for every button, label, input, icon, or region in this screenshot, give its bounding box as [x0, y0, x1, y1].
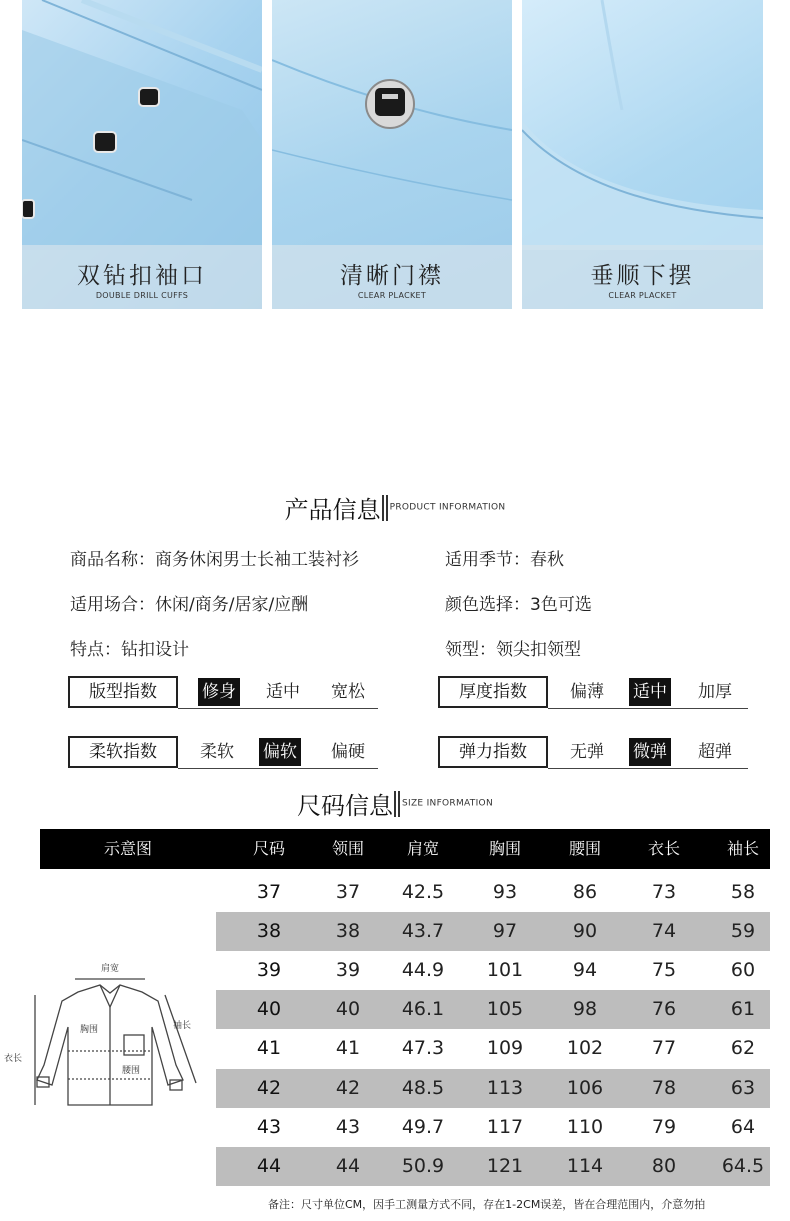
index-option: 超弹: [698, 742, 732, 762]
table-cell: 110: [566, 1115, 604, 1138]
column-header: 衣长: [647, 839, 680, 858]
table-cell: 39: [256, 959, 282, 982]
heading-en: PRODUCT INFORMATION: [389, 502, 506, 513]
column-header: 尺码: [252, 839, 285, 858]
table-row: [216, 1029, 770, 1068]
feature-panel-cuffs: [22, 0, 262, 309]
heading-en: SIZE INFORMATION: [402, 798, 493, 809]
size-table-header: [40, 829, 770, 869]
index-option: 无弹: [570, 742, 604, 762]
index-option: 偏软: [259, 738, 301, 766]
feature-subtitle: CLEAR PLACKET: [357, 291, 427, 300]
table-cell: 97: [492, 920, 518, 943]
diagram-label-sleeve: 袖长: [173, 1021, 192, 1031]
table-cell: 42: [335, 1076, 361, 1099]
table-row: [216, 951, 770, 990]
table-cell: 76: [651, 998, 677, 1021]
table-row: [216, 873, 770, 912]
table-cell: 64: [730, 1115, 756, 1138]
product-name: 商品名称：商务休闲男士长袖工装衬衫: [70, 550, 359, 570]
table-cell: 74: [651, 920, 677, 943]
index-label: 柔软指数: [68, 736, 178, 768]
table-cell: 59: [730, 920, 756, 943]
index-label: 厚度指数: [438, 676, 548, 708]
feature-subtitle: DOUBLE DRILL CUFFS: [95, 291, 189, 300]
table-cell: 41: [335, 1037, 361, 1060]
feature-caption: [522, 245, 763, 309]
table-cell: 49.7: [401, 1115, 445, 1138]
table-cell: 105: [486, 998, 524, 1021]
diagram-label-chest: 胸围: [80, 1025, 99, 1035]
shirt-outline-icon: [0, 955, 216, 1125]
product-color: 颜色选择：3色可选: [445, 595, 592, 615]
table-cell: 101: [486, 959, 524, 982]
table-cell: 37: [256, 881, 282, 903]
diagram-label-shoulder: 肩宽: [101, 964, 120, 974]
index-underline: [548, 708, 748, 709]
table-cell: 93: [492, 881, 518, 903]
table-cell: 106: [566, 1076, 604, 1099]
heading-divider: [394, 791, 400, 817]
table-cell: 43: [335, 1115, 361, 1138]
table-cell: 109: [486, 1037, 524, 1060]
table-cell: 40: [256, 998, 282, 1021]
size-note: 备注：尺寸单位CM，因手工测量方式不同，存在1-2CM误差，皆在合理范围内，介意勿拍: [268, 1198, 706, 1211]
index-option: 修身: [198, 678, 240, 706]
table-cell: 39: [335, 959, 361, 982]
index-option: 柔软: [200, 742, 234, 762]
table-cell: 43.7: [401, 920, 445, 943]
table-cell: 37: [335, 881, 361, 903]
table-row: [216, 1108, 770, 1147]
index-option: 微弹: [629, 738, 671, 766]
column-header: 肩宽: [406, 839, 439, 858]
heading-cn: 尺码信息: [297, 792, 393, 820]
index-option: 加厚: [698, 682, 732, 702]
table-cell: 113: [486, 1076, 524, 1099]
index-fit: [68, 676, 383, 708]
index-elasticity: [438, 736, 753, 768]
column-header: 领围: [331, 839, 364, 858]
index-option: 偏硬: [331, 742, 365, 762]
product-info-heading: [0, 490, 790, 525]
table-cell: 80: [651, 1154, 677, 1177]
table-cell: 79: [651, 1115, 677, 1138]
index-thickness: [438, 676, 753, 708]
table-cell: 42.5: [401, 881, 445, 903]
table-cell: 60: [730, 959, 756, 982]
table-cell: 38: [335, 920, 361, 943]
table-cell: 44.9: [401, 959, 445, 982]
diagram-label-length: 衣长: [4, 1054, 23, 1064]
index-option: 偏薄: [570, 682, 604, 702]
index-underline: [178, 768, 378, 769]
index-label: 版型指数: [68, 676, 178, 708]
table-cell: 64.5: [721, 1154, 765, 1177]
table-cell: 121: [486, 1154, 524, 1177]
table-cell: 42: [256, 1076, 282, 1099]
product-season: 适用季节：春秋: [445, 550, 564, 570]
size-info-heading: [0, 786, 790, 821]
column-header: 胸围: [488, 839, 521, 858]
feature-title: 清晰门襟: [340, 263, 444, 289]
table-cell: 48.5: [401, 1076, 445, 1099]
table-cell: 73: [651, 881, 677, 903]
index-underline: [178, 708, 378, 709]
index-option: 适中: [266, 682, 300, 702]
product-feature: 特点：钻扣设计: [70, 640, 189, 660]
table-cell: 75: [651, 959, 677, 982]
shirt-diagram: [0, 955, 216, 1125]
feature-panel-placket: [272, 0, 512, 309]
table-row: [216, 912, 770, 951]
table-cell: 114: [566, 1154, 604, 1177]
table-cell: 58: [730, 881, 756, 903]
table-cell: 94: [572, 959, 598, 982]
table-cell: 41: [256, 1037, 282, 1060]
table-cell: 63: [730, 1076, 756, 1099]
table-cell: 77: [651, 1037, 677, 1060]
table-cell: 78: [651, 1076, 677, 1099]
table-cell: 38: [256, 920, 282, 943]
feature-subtitle: CLEAR PLACKET: [608, 291, 677, 300]
index-option: 适中: [629, 678, 671, 706]
table-cell: 43: [256, 1115, 282, 1138]
index-label: 弹力指数: [438, 736, 548, 768]
table-cell: 86: [572, 881, 598, 903]
table-cell: 61: [730, 998, 756, 1021]
table-row: [216, 1147, 770, 1186]
table-cell: 44: [256, 1154, 282, 1177]
product-occasion: 适用场合：休闲/商务/居家/应酬: [70, 595, 309, 615]
diagram-label-waist: 腰围: [122, 1066, 141, 1076]
table-cell: 98: [572, 998, 598, 1021]
table-cell: 46.1: [401, 998, 445, 1021]
index-softness: [68, 736, 383, 768]
table-row: [216, 1069, 770, 1108]
feature-title: 垂顺下摆: [590, 263, 695, 289]
feature-panel-hem: [522, 0, 763, 309]
feature-title: 双钻扣袖口: [77, 263, 207, 289]
heading-cn: 产品信息: [284, 496, 381, 524]
feature-caption: [272, 245, 512, 309]
table-cell: 40: [335, 998, 361, 1021]
feature-panels: [22, 0, 763, 309]
table-cell: 102: [566, 1037, 604, 1060]
table-cell: 62: [730, 1037, 756, 1060]
table-cell: 44: [335, 1154, 361, 1177]
column-header: 腰围: [568, 839, 601, 858]
table-row: [216, 990, 770, 1029]
feature-caption: [22, 245, 262, 309]
table-cell: 90: [572, 920, 598, 943]
table-cell: 47.3: [401, 1037, 445, 1060]
index-underline: [548, 768, 748, 769]
table-cell: 117: [486, 1115, 524, 1138]
column-header: 示意图: [103, 839, 152, 858]
product-collar: 领型：领尖扣领型: [445, 640, 581, 660]
column-header: 袖长: [726, 839, 759, 858]
heading-divider: [382, 495, 388, 521]
table-cell: 50.9: [401, 1154, 445, 1177]
index-option: 宽松: [331, 682, 365, 702]
